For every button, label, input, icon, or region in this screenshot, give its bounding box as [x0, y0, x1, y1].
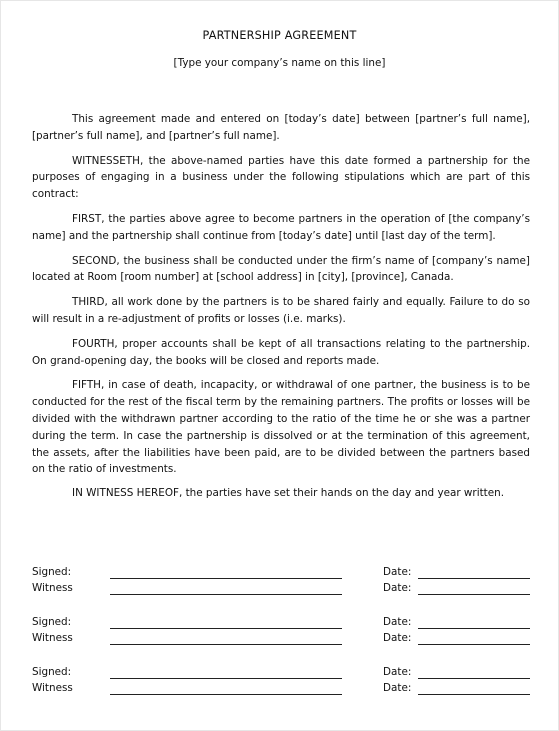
paragraph-first: FIRST, the parties above agree to become partners in the operation of [the company’s name] and the partnership shall continue from [today’s date] until [last day of the term].: [32, 212, 530, 242]
date-label: Date:: [383, 632, 412, 644]
signed-row: [32, 666, 530, 682]
agreement-body: [32, 111, 530, 510]
paragraph-fifth: FIFTH, in case of death, incapacity, or withdrawal of one partner, the business is to be conducted for the rest of the fiscal term by the remaining partners. The profits or losses will be divided with the withdrawn partner according to the ratio of the time he or she was a partner during the term. In case the partnership is dissolved or at the termination of this agreement, the assets, after the liabilities have been paid, are to be divided between the partners based on the ratio of investments.: [32, 379, 530, 476]
signature-line[interactable]: [110, 578, 342, 579]
witness-row: [32, 682, 530, 698]
date-label: Date:: [383, 682, 412, 694]
witness-label: Witness: [32, 682, 73, 694]
paragraph-fourth: FOURTH, proper accounts shall be kept of all transactions relating to the partnership. On grand-opening day, the books will be closed and reports made.: [32, 337, 530, 367]
witness-line[interactable]: [110, 644, 342, 645]
paragraph-intro: This agreement made and entered on [today’s date] between [partner’s full name], [partner’s full name], and [partner’s full name].: [32, 113, 530, 142]
paragraph-second: SECOND, the business shall be conducted under the firm’s name of [company’s name] located at Room [room number] at [school address] in [city], [province], Canada.: [32, 254, 530, 284]
witness-row: [32, 582, 530, 598]
witness-row: [32, 632, 530, 648]
date-label: Date:: [383, 582, 412, 594]
signed-row: [32, 616, 530, 632]
signature-line[interactable]: [110, 628, 342, 629]
date-label: Date:: [383, 616, 412, 628]
signature-block: [32, 566, 530, 598]
date-line[interactable]: [418, 628, 530, 629]
witness-line[interactable]: [110, 694, 342, 695]
date-label: Date:: [383, 566, 412, 578]
signed-label: Signed:: [32, 566, 72, 578]
witness-label: Witness: [32, 632, 73, 644]
date-line[interactable]: [418, 644, 530, 645]
date-label: Date:: [383, 666, 412, 678]
date-line[interactable]: [418, 678, 530, 679]
paragraph-third: THIRD, all work done by the partners is to be shared fairly and equally. Failure to do so will result in a re-adjustment of profits or losses (i.e. marks).: [32, 296, 530, 325]
paragraph-witnesseth: WITNESSETH, the above-named parties have this date formed a partnership for the purposes of engaging in a business under the following stipulations which are part of this contract:: [32, 154, 530, 201]
date-line[interactable]: [418, 578, 530, 579]
witness-label: Witness: [32, 582, 73, 594]
signed-row: [32, 566, 530, 582]
signature-block: [32, 666, 530, 698]
date-line[interactable]: [418, 694, 530, 695]
signed-label: Signed:: [32, 616, 72, 628]
company-name-placeholder[interactable]: [Type your company’s name on this line]: [173, 57, 386, 69]
witness-line[interactable]: [110, 594, 342, 595]
signature-line[interactable]: [110, 678, 342, 679]
document-title: PARTNERSHIP AGREEMENT: [202, 29, 357, 42]
paragraph-witness-hereof: IN WITNESS HEREOF, the parties have set their hands on the day and year written.: [72, 487, 505, 500]
date-line[interactable]: [418, 594, 530, 595]
signed-label: Signed:: [32, 666, 72, 678]
signature-block: [32, 616, 530, 648]
